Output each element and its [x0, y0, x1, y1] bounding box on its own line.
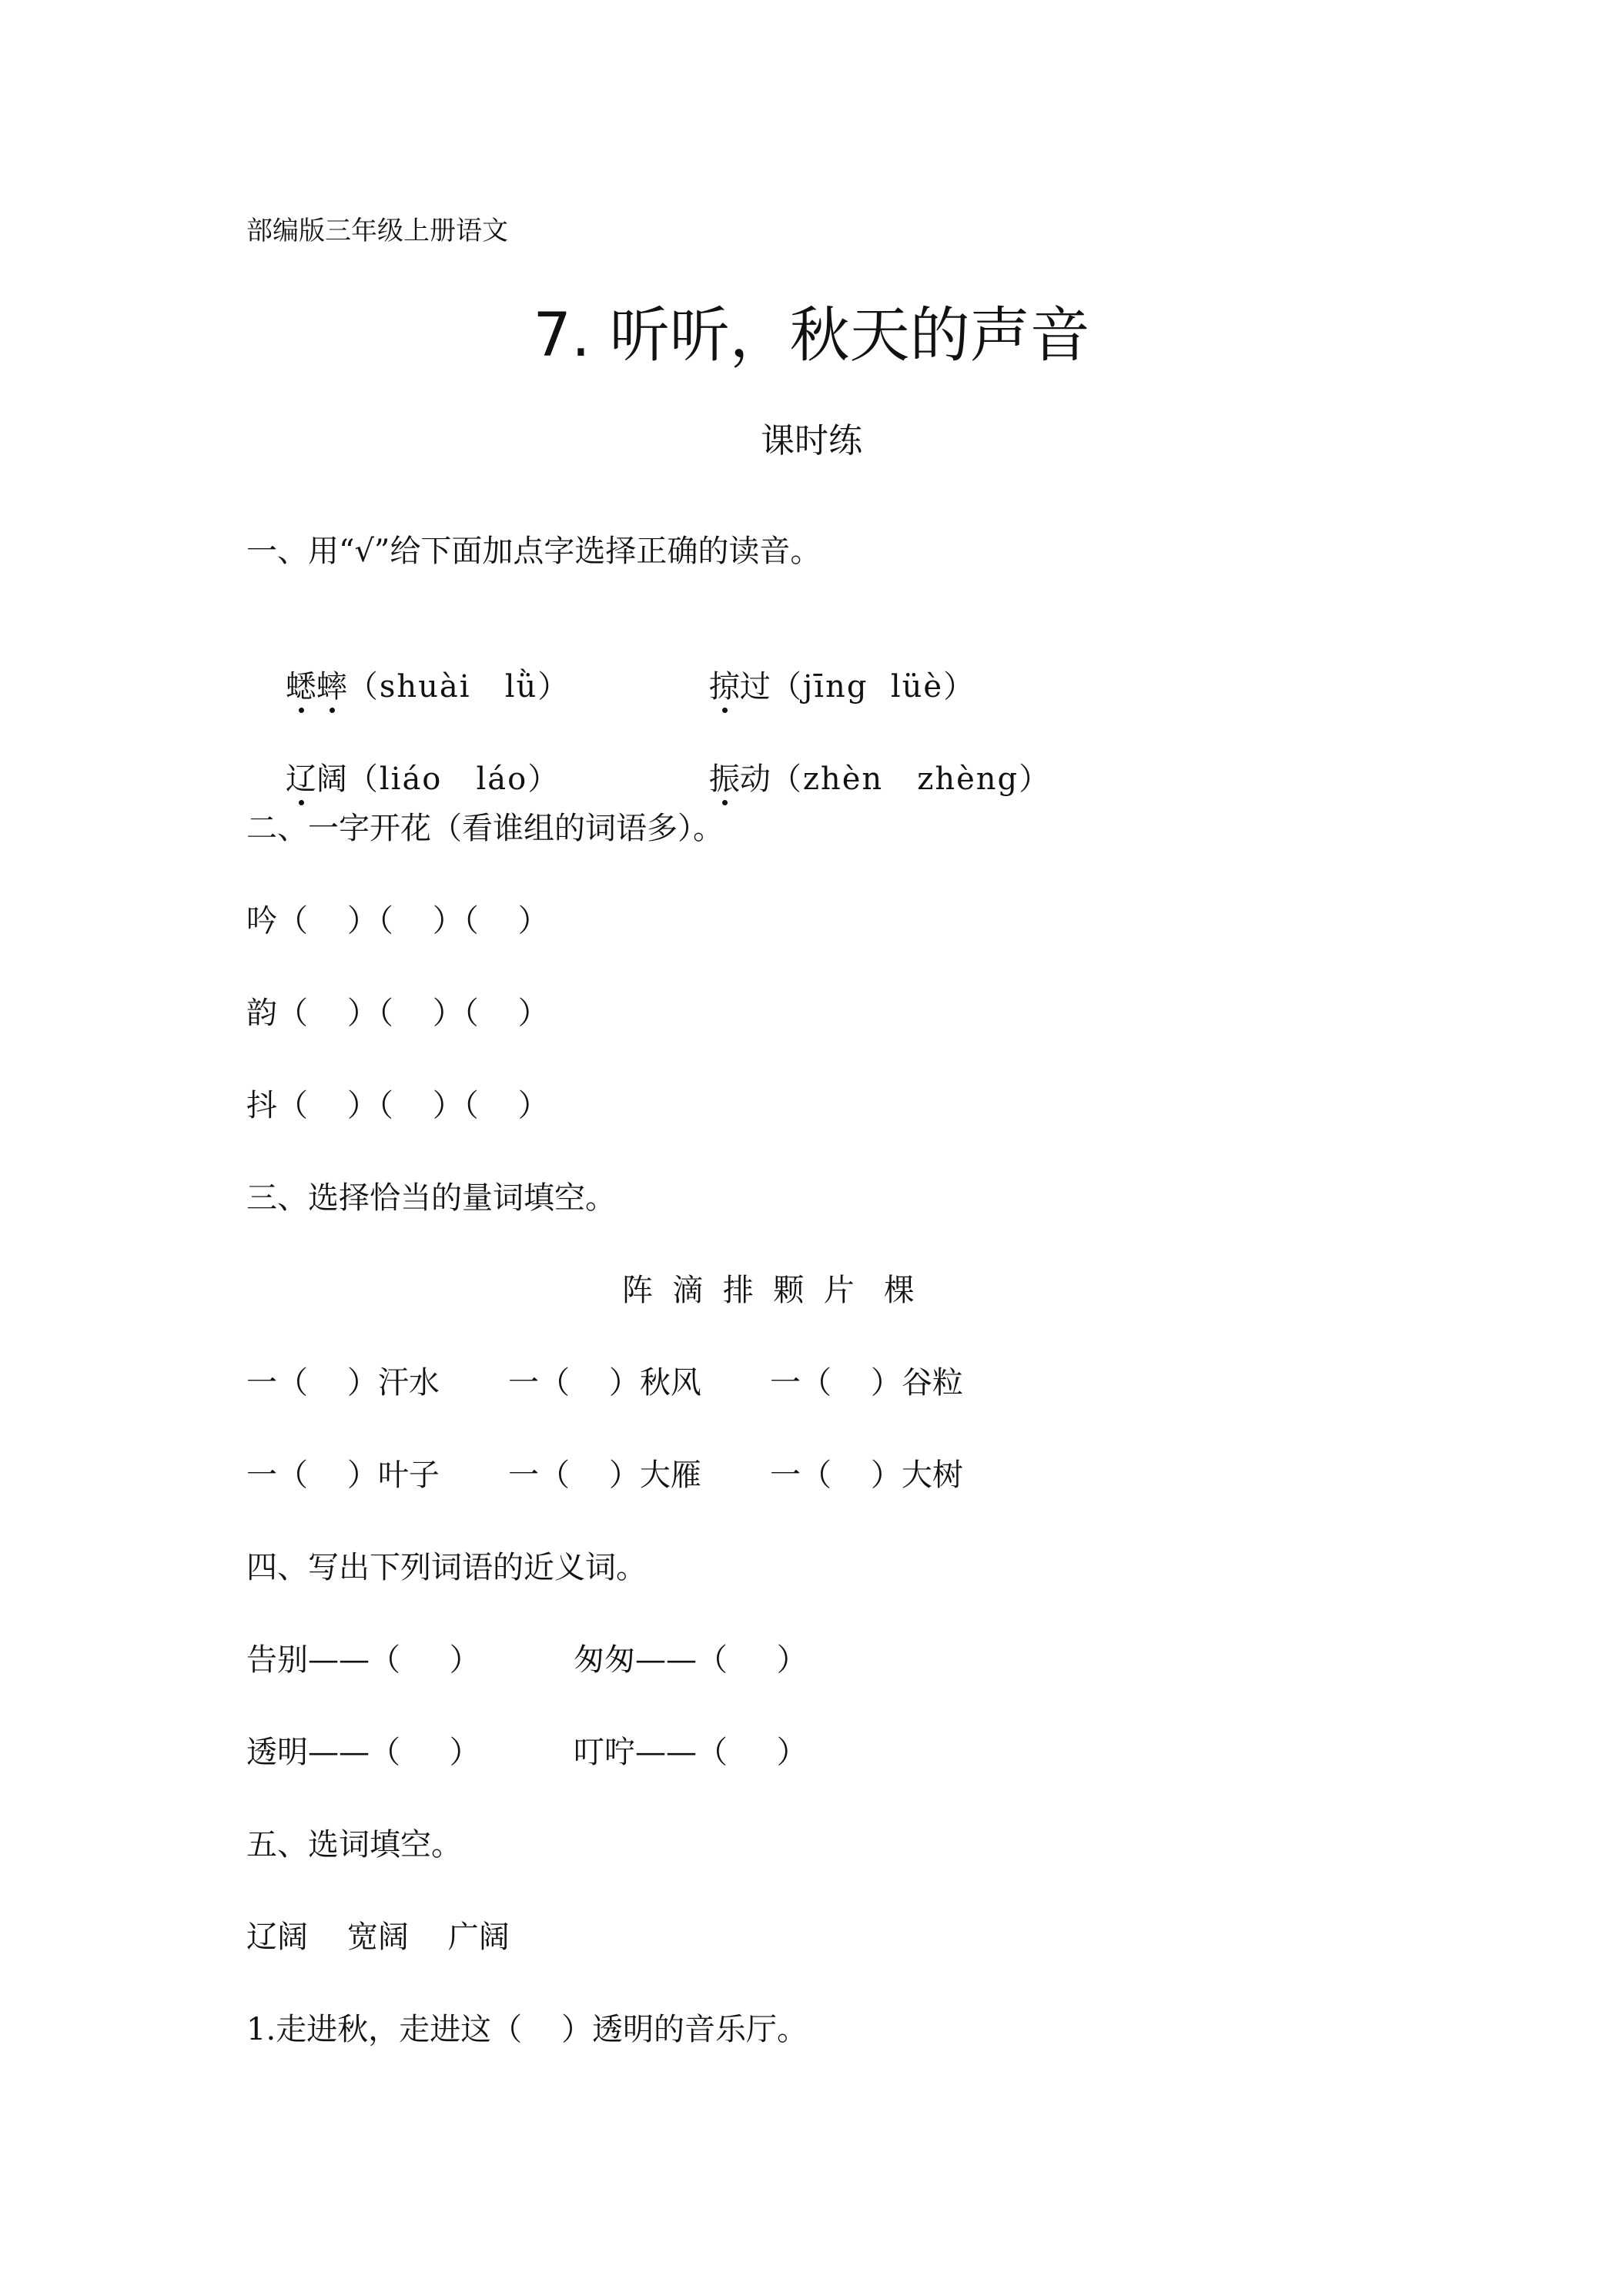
page-title: 7. 听听，秋天的声音	[533, 301, 1090, 370]
dotted-char: 蟀	[316, 665, 347, 708]
synonym-blank: 叮咛——（ ）	[574, 1735, 808, 1770]
section3-heading: 三、选择恰当的量词填空。	[246, 1180, 616, 1216]
plain-char: 动	[739, 761, 771, 797]
section5-heading: 五、选词填空。	[246, 1827, 462, 1863]
header-note: 部编版三年级上册语文	[246, 216, 508, 246]
pinyin-options: （liáo láo）	[346, 761, 561, 797]
section1-heading: 一、用“√”给下面加点字选择正确的读音。	[246, 534, 822, 569]
synonym-blank: 透明——（ ）	[246, 1735, 480, 1770]
measure-word-blank: 一（ ）大树	[770, 1458, 963, 1493]
word-choice-bank: 辽阔 宽阔 广阔	[246, 1919, 510, 1955]
pinyin-options: （zhèn zhèng）	[770, 761, 1052, 797]
measure-word-blank: 一（ ）叶子	[246, 1458, 440, 1493]
synonym-blank: 匆匆——（ ）	[574, 1642, 808, 1678]
pronunciation-item-4	[670, 715, 1051, 844]
section4-heading: 四、写出下列词语的近义词。	[246, 1550, 647, 1585]
measure-word-blank: 一（ ）秋风	[508, 1365, 701, 1401]
synonym-blank: 告别——（ ）	[246, 1642, 480, 1678]
fill-blank-question-1: 1.走进秋，走进这（ ）透明的音乐厅。	[246, 2012, 808, 2047]
pinyin-options: （shuài lǜ）	[346, 669, 571, 705]
plain-char: 过	[739, 669, 771, 705]
dotted-char: 振	[709, 758, 740, 801]
word-bloom-item: 韵（ ）（ ）（ ）	[246, 996, 549, 1031]
dotted-char: 辽	[286, 758, 316, 801]
word-bloom-item: 吟（ ）（ ）（ ）	[246, 903, 549, 939]
pinyin-options: （jīng lüè）	[770, 669, 976, 705]
measure-word-blank: 一（ ）大雁	[508, 1458, 701, 1493]
measure-word-blank: 一（ ）汗水	[246, 1365, 440, 1401]
measure-word-bank: 阵 滴 排 颗 片 棵	[622, 1273, 915, 1308]
section2-heading: 二、一字开花（看谁组的词语多）。	[246, 811, 724, 846]
dotted-char: 蟋	[286, 665, 316, 708]
page-subtitle: 课时练	[761, 421, 862, 460]
word-bloom-item: 抖（ ）（ ）（ ）	[246, 1088, 549, 1123]
dotted-char: 掠	[709, 665, 740, 708]
plain-char: 阔	[316, 761, 347, 797]
measure-word-blank: 一（ ）谷粒	[770, 1365, 963, 1401]
